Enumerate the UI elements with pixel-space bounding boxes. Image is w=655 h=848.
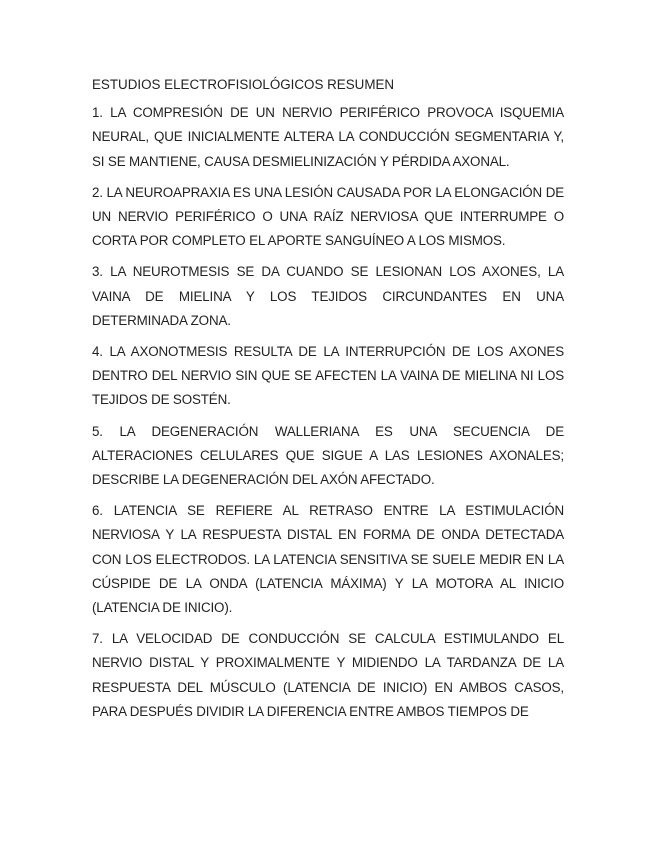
document-page bbox=[92, 73, 564, 731]
paragraph-7-velocidad-conduccion: 7. LA VELOCIDAD DE CONDUCCIÓN SE CALCULA ESTIMULANDO EL NERVIO DISTAL Y PROXIMALMENTE Y MIDIENDO LA TARDANZA DE LA RESPUESTA DEL MÚSCULO (LATENCIA DE INICIO) EN AMBOS CASOS, PARA DESPUÉS DIVIDIR LA DIFERENCIA ENTRE AMBOS TIEMPOS DE bbox=[92, 631, 564, 719]
paragraph-6-latencia: 6. LATENCIA SE REFIERE AL RETRASO ENTRE LA ESTIMULACIÓN NERVIOSA Y LA RESPUESTA DISTAL EN FORMA DE ONDA DETECTADA CON LOS ELECTRODOS. LA LATENCIA SENSITIVA SE SUELE MEDIR EN LA CÚSPIDE DE LA ONDA (LATENCIA MÁXIMA) Y LA MOTORA AL INICIO (LATENCIA DE INICIO). bbox=[92, 503, 564, 616]
paragraph-5-degeneracion-walleriana: 5. LA DEGENERACIÓN WALLERIANA ES UNA SECUENCIA DE ALTERACIONES CELULARES QUE SIGUE A LAS LESIONES AXONALES; DESCRIBE LA DEGENERACIÓN DEL AXÓN AFECTADO. bbox=[92, 423, 564, 488]
paragraph-2-neuroapraxia: 2. LA NEUROAPRAXIA ES UNA LESIÓN CAUSADA POR LA ELONGACIÓN DE UN NERVIO PERIFÉRICO O UNA RAÍZ NERVIOSA QUE INTERRUMPE O CORTA POR COMPLETO EL APORTE SANGUÍNEO A LOS MISMOS. bbox=[92, 184, 564, 249]
paragraph-3-neurotmesis: 3. LA NEUROTMESIS SE DA CUANDO SE LESIONAN LOS AXONES, LA VAINA DE MIELINA Y LOS TEJIDOS CIRCUNDANTES EN UNA DETERMINADA ZONA. bbox=[92, 264, 564, 328]
paragraph-4-axonotmesis: 4. LA AXONOTMESIS RESULTA DE LA INTERRUPCIÓN DE LOS AXONES DENTRO DEL NERVIO SIN QUE SE AFECTEN LA VAINA DE MIELINA NI LOS TEJIDOS DE SOSTÉN. bbox=[92, 344, 564, 408]
paragraph-1-compresion: 1. LA COMPRESIÓN DE UN NERVIO PERIFÉRICO PROVOCA ISQUEMIA NEURAL, QUE INICIALMENTE ALTERA LA CONDUCCIÓN SEGMENTARIA Y, SI SE MANTIENE, CAUSA DESMIELINIZACIÓN Y PÉRDIDA AXONAL. bbox=[92, 105, 564, 169]
document-title: ESTUDIOS ELECTROFISIOLÓGICOS RESUMEN bbox=[92, 77, 395, 92]
